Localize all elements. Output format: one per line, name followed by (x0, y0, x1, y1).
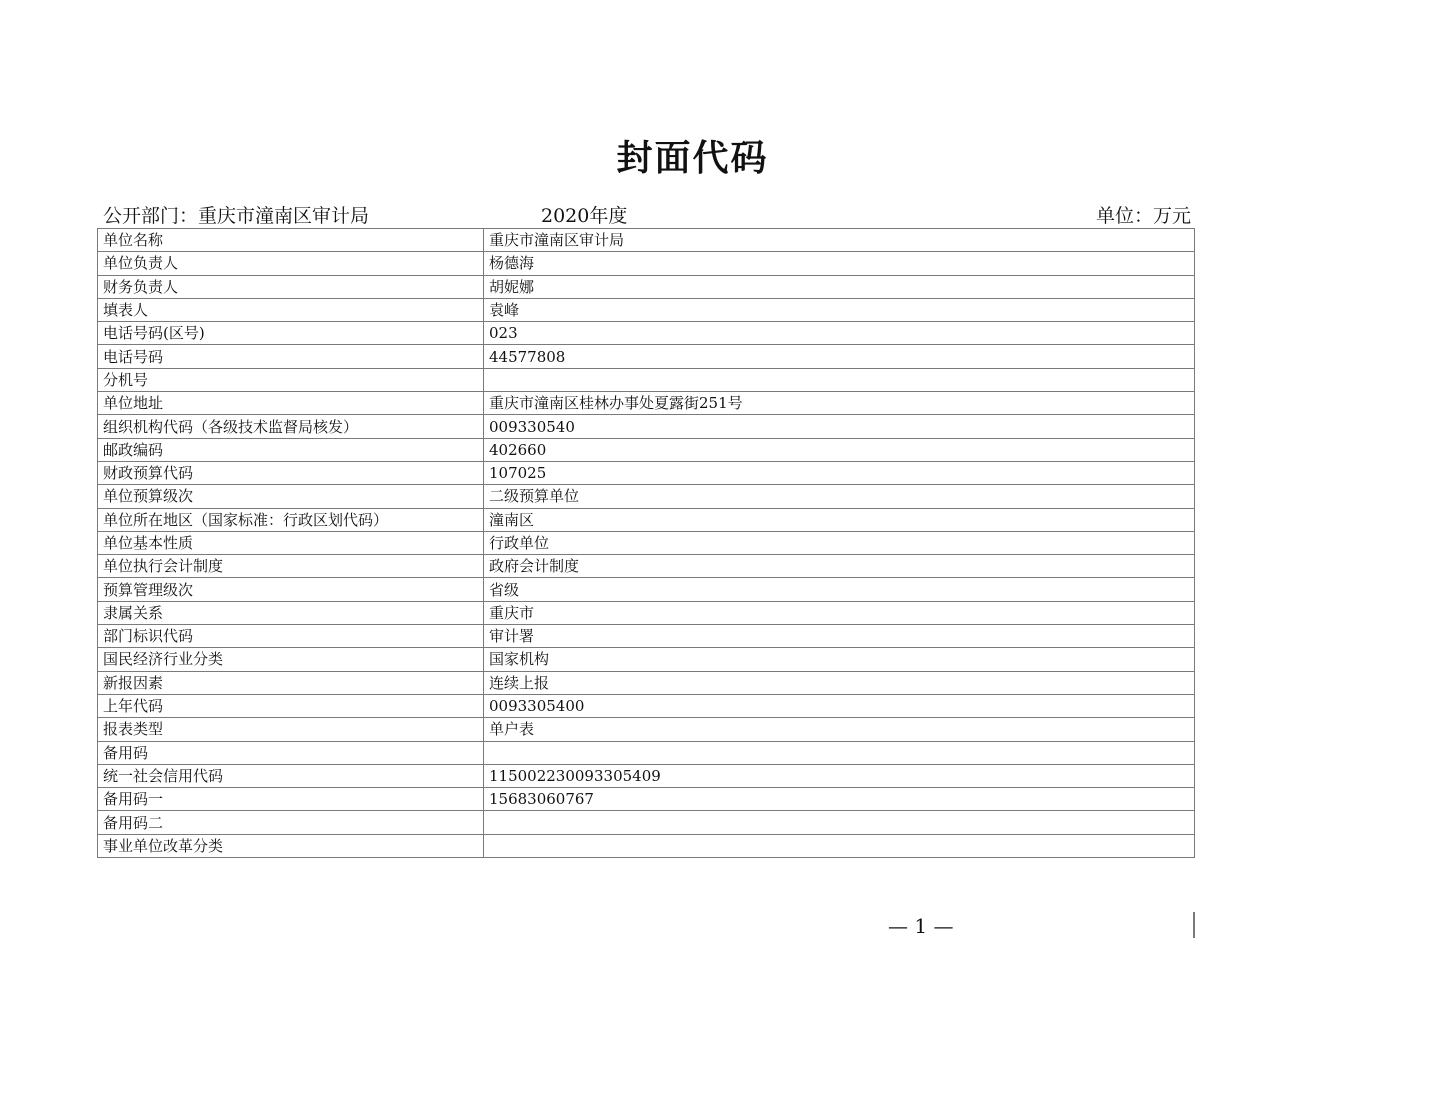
field-value: 审计署 (484, 625, 1195, 648)
table-row (98, 368, 1195, 391)
field-value: 国家机构 (484, 648, 1195, 671)
field-label: 新报因素 (98, 671, 484, 694)
disclosure-department: 公开部门：重庆市潼南区审计局 (103, 205, 370, 227)
field-label: 备用码二 (98, 811, 484, 834)
field-value (484, 368, 1195, 391)
field-value: 重庆市潼南区桂林办事处夏露街251号 (484, 392, 1195, 415)
table-row (98, 718, 1195, 741)
field-value: 胡妮娜 (484, 275, 1195, 298)
table-row (98, 834, 1195, 857)
field-label: 单位名称 (98, 229, 484, 252)
field-label: 单位预算级次 (98, 485, 484, 508)
field-value: 潼南区 (484, 508, 1195, 531)
table-edge-divider (1193, 912, 1195, 938)
field-value: 政府会计制度 (484, 555, 1195, 578)
field-value: 44577808 (484, 345, 1195, 368)
cover-code-table-body (98, 229, 1195, 858)
cover-code-table (97, 228, 1195, 858)
field-label: 事业单位改革分类 (98, 834, 484, 857)
field-label: 电话号码(区号) (98, 322, 484, 345)
field-value: 15683060767 (484, 788, 1195, 811)
field-value: 0093305400 (484, 694, 1195, 717)
table-row (98, 252, 1195, 275)
table-row (98, 275, 1195, 298)
field-label: 组织机构代码（各级技术监督局核发） (98, 415, 484, 438)
table-row (98, 694, 1195, 717)
field-label: 财务负责人 (98, 275, 484, 298)
field-value (484, 811, 1195, 834)
field-value: 连续上报 (484, 671, 1195, 694)
field-value: 重庆市潼南区审计局 (484, 229, 1195, 252)
field-value: 杨德海 (484, 252, 1195, 275)
field-value: 省级 (484, 578, 1195, 601)
field-label: 上年代码 (98, 694, 484, 717)
field-value: 023 (484, 322, 1195, 345)
field-label: 单位基本性质 (98, 531, 484, 554)
field-value: 二级预算单位 (484, 485, 1195, 508)
table-row (98, 345, 1195, 368)
field-value: 行政单位 (484, 531, 1195, 554)
table-row (98, 625, 1195, 648)
table-row (98, 578, 1195, 601)
field-value: 115002230093305409 (484, 764, 1195, 787)
table-row (98, 555, 1195, 578)
field-label: 单位负责人 (98, 252, 484, 275)
field-label: 单位执行会计制度 (98, 555, 484, 578)
field-value: 单户表 (484, 718, 1195, 741)
field-label: 国民经济行业分类 (98, 648, 484, 671)
table-row (98, 601, 1195, 624)
table-row (98, 741, 1195, 764)
field-label: 单位地址 (98, 392, 484, 415)
page-number: — 1 — (888, 914, 954, 938)
field-value: 402660 (484, 438, 1195, 461)
field-label: 单位所在地区（国家标准：行政区划代码） (98, 508, 484, 531)
table-row (98, 298, 1195, 321)
table-row (98, 461, 1195, 484)
field-label: 报表类型 (98, 718, 484, 741)
field-label: 邮政编码 (98, 438, 484, 461)
field-label: 填表人 (98, 298, 484, 321)
fiscal-year: 2020年度 (541, 205, 628, 227)
field-value (484, 741, 1195, 764)
field-value (484, 834, 1195, 857)
table-row (98, 671, 1195, 694)
table-row (98, 788, 1195, 811)
table-row (98, 392, 1195, 415)
field-value: 009330540 (484, 415, 1195, 438)
field-label: 隶属关系 (98, 601, 484, 624)
field-label: 备用码一 (98, 788, 484, 811)
field-label: 统一社会信用代码 (98, 764, 484, 787)
field-label: 预算管理级次 (98, 578, 484, 601)
table-row (98, 485, 1195, 508)
field-label: 部门标识代码 (98, 625, 484, 648)
table-row (98, 415, 1195, 438)
table-row (98, 811, 1195, 834)
page-title: 封面代码 (616, 138, 769, 179)
field-label: 分机号 (98, 368, 484, 391)
field-label: 电话号码 (98, 345, 484, 368)
currency-unit: 单位：万元 (1095, 205, 1191, 227)
field-label: 财政预算代码 (98, 461, 484, 484)
table-row (98, 764, 1195, 787)
field-value: 袁峰 (484, 298, 1195, 321)
table-row (98, 229, 1195, 252)
table-row (98, 322, 1195, 345)
table-row (98, 648, 1195, 671)
field-value: 107025 (484, 461, 1195, 484)
table-row (98, 508, 1195, 531)
table-row (98, 531, 1195, 554)
table-row (98, 438, 1195, 461)
field-value: 重庆市 (484, 601, 1195, 624)
field-label: 备用码 (98, 741, 484, 764)
